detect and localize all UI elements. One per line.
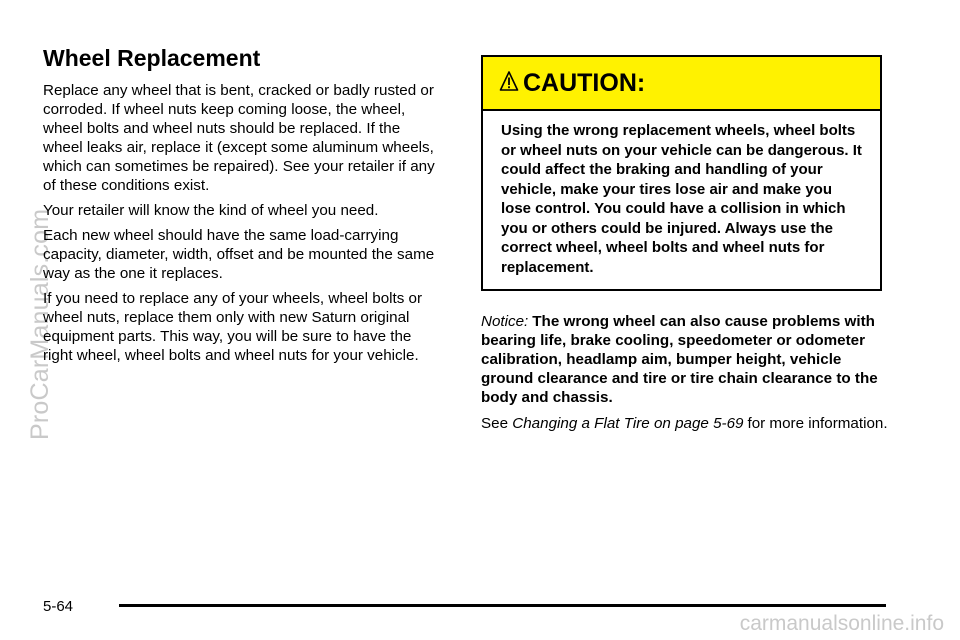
- paragraph-replace: Replace any wheel that is bent, cracked or badly rusted or corroded. If wheel nuts keep coming loose, the wheel, wheel bolts and wheel nuts should be replaced. If the wheel leaks air, replace it (except some aluminum wheels, which can sometimes be repaired). See your retailer if any of these conditions exist.: [43, 82, 435, 194]
- page-number: 5-64: [43, 598, 74, 615]
- caution-title: CAUTION:: [523, 68, 646, 97]
- see-reference: Changing a Flat Tire on page 5-69: [512, 415, 744, 432]
- see-prefix: See: [481, 415, 509, 432]
- caution-box: [481, 55, 882, 291]
- footer-rule: [119, 604, 886, 607]
- watermark-side: ProCarManuals.com: [26, 208, 54, 440]
- notice-text: The wrong wheel can also cause problems with bearing life, brake cooling, speedometer or odometer calibration, headlamp aim, bumper height, vehicle ground clearance and tire or tire chain clearance to the body and chassis.: [481, 313, 878, 406]
- caution-header: [483, 57, 880, 111]
- right-column: [481, 312, 891, 433]
- left-column: [43, 44, 443, 371]
- warning-triangle-icon: [499, 70, 519, 92]
- notice-label: Notice:: [481, 313, 529, 330]
- watermark-bottom: carmanualsonline.info: [739, 612, 944, 635]
- see-suffix: for more information.: [747, 415, 888, 432]
- paragraph-saturn-parts: If you need to replace any of your wheels, wheel bolts or wheel nuts, replace them only with new Saturn original equipment parts. This way, you will be sure to have the right wheel, wheel bolts and wheel nuts for your vehicle.: [43, 290, 423, 364]
- see-also-paragraph: [481, 414, 891, 433]
- section-title: Wheel Replacement: [43, 45, 261, 71]
- paragraph-new-wheel: Each new wheel should have the same load-carrying capacity, diameter, width, offset and be mounted the same way as the one it replaces.: [43, 227, 435, 282]
- caution-text: Using the wrong replacement wheels, wheel bolts or wheel nuts on your vehicle can be dangerous. It could affect the braking and handling of your vehicle, make your tires lose air and make you lose control. You could have a collision in which you or others could be injured. Always use the correct wheel, wheel bolts and wheel nuts for replacement.: [501, 122, 862, 276]
- notice-paragraph: [481, 312, 891, 407]
- paragraph-retailer: Your retailer will know the kind of wheel you need.: [43, 202, 379, 219]
